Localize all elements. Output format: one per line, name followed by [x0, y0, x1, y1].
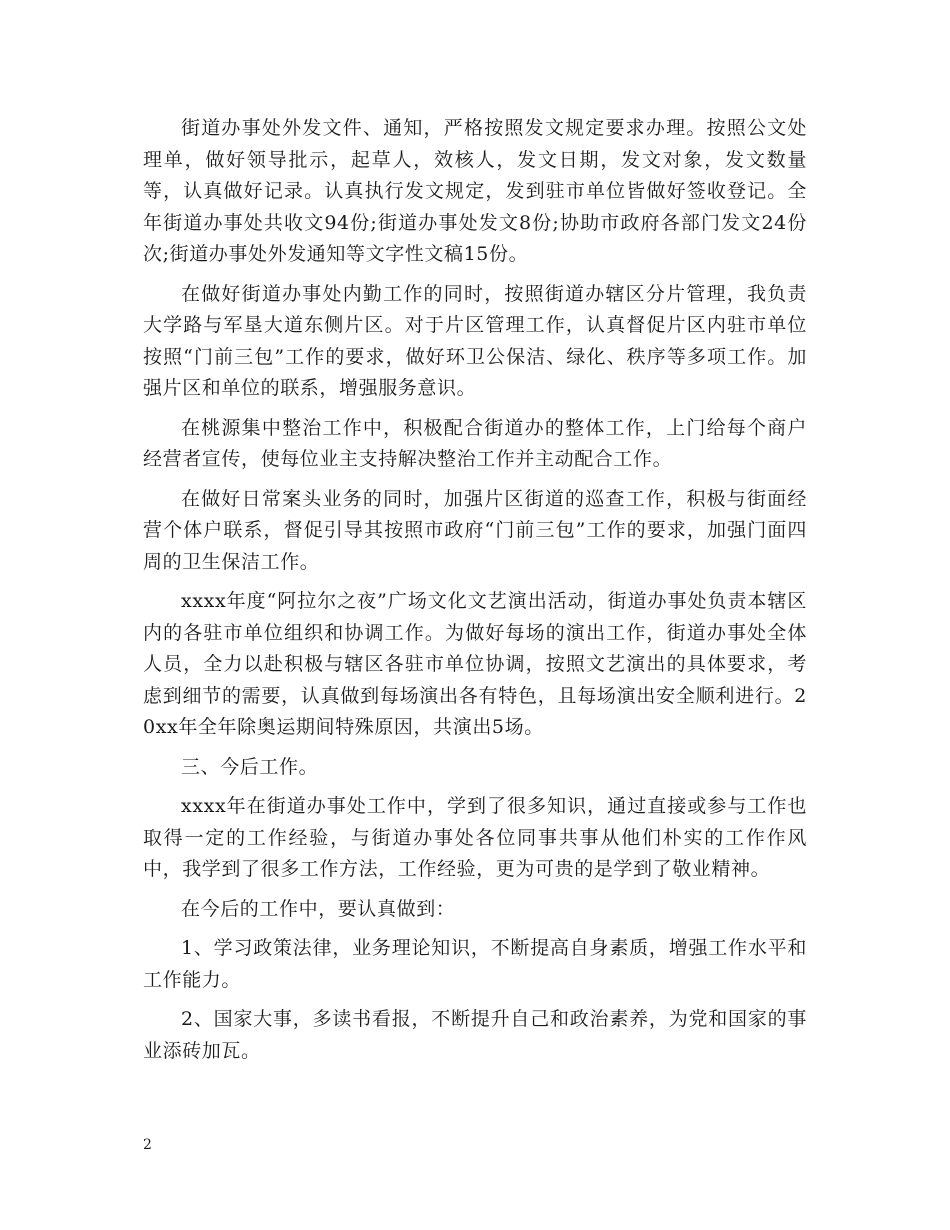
paragraph-taoyuan-rectification: 在桃源集中整治工作中，积极配合街道办的整体工作，上门给每个商户经营者宣传，使每位业主支持解决整治工作并主动配合工作。 — [143, 416, 807, 470]
page-number: 2 — [143, 1137, 152, 1153]
list-item-1: 1、学习政策法律，业务理论知识，不断提高自身素质，增强工作水平和工作能力。 — [143, 937, 807, 991]
paragraph-work-experience: xxxx年在街道办事处工作中，学到了很多知识，通过直接或参与工作也取得一定的工作经验，与街道办事处各位同事共事从他们朴实的工作作风中，我学到了很多工作方法，工作经验，更为可贵的是学到了敬业精神。 — [143, 795, 807, 880]
section-heading-future-work: 三、今后工作。 — [181, 755, 319, 778]
document-body — [143, 113, 807, 1075]
paragraph-cultural-performance: xxxx年度“阿拉尔之夜”广场文化文艺演出活动，街道办事处负责本辖区内的各驻市单位组织和协调工作。为做好每场的演出工作，街道办事处全体人员，全力以赴积极与辖区各驻市单位协调，按照文艺演出的具体要求，考虑到细节的需要，认真做到每场演出各有特色，且每场演出安全顺利进行。20xx年全年除奥运期间特殊原因，共演出5场。 — [143, 590, 807, 738]
paragraph-outgoing-documents: 街道办事处外发文件、通知，严格按照发文规定要求办理。按照公文处理单，做好领导批示，起草人，效核人，发文日期，发文对象，发文数量等，认真做好记录。认真执行发文规定，发到驻市单位皆做好签收登记。全年街道办事处共收文94份;街道办事处发文8份;协助市政府各部门发文24份次;街道办事处外发通知等文字性文稿15份。 — [143, 117, 807, 265]
paragraph-street-patrol: 在做好日常案头业务的同时，加强片区街道的巡查工作，积极与街面经营个体户联系，督促引导其按照市政府“门前三包”工作的要求，加强门面四周的卫生保洁工作。 — [143, 487, 807, 573]
list-item-2: 2、国家大事，多读书看报，不断提升自己和政治素养，为党和国家的事业添砖加瓦。 — [143, 1008, 807, 1062]
paragraph-future-intro: 在今后的工作中，要认真做到： — [181, 897, 456, 920]
paragraph-district-management: 在做好街道办事处内勤工作的同时，按照街道办辖区分片管理，我负责大学路与军垦大道东侧片区。对于片区管理工作，认真督促片区内驻市单位按照“门前三包”工作的要求，做好环卫公保洁、绿化、秩序等多项工作。加强片区和单位的联系，增强服务意识。 — [143, 282, 807, 399]
